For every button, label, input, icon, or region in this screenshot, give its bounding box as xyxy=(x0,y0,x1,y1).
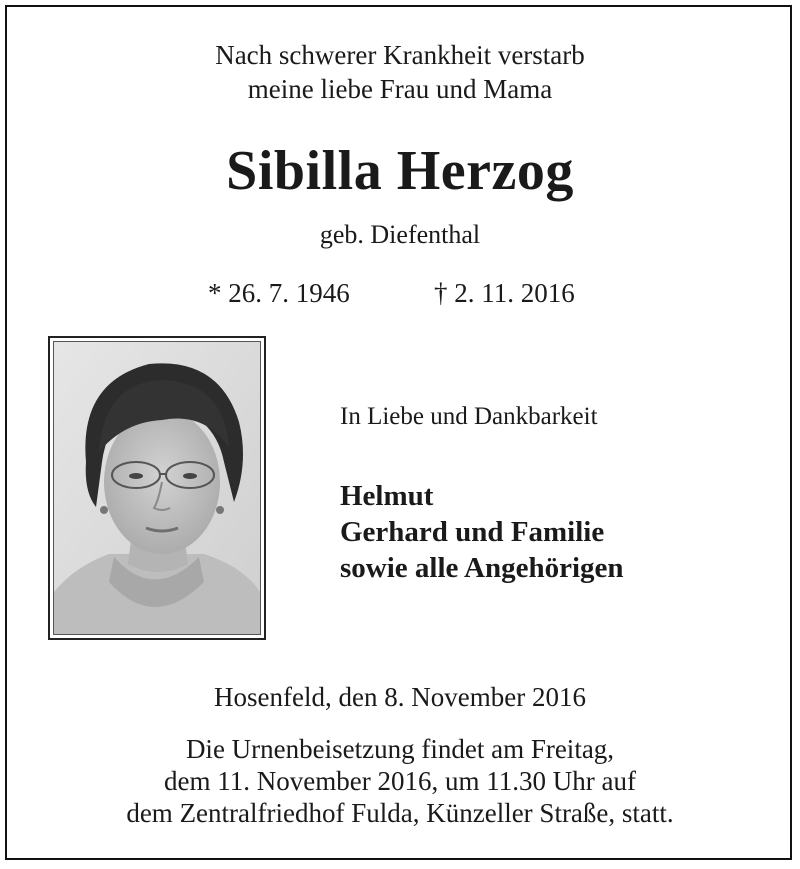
maiden-name: geb. Diefenthal xyxy=(319,220,481,249)
thanks-line: In Liebe und Dankbarkeit xyxy=(340,403,598,430)
intro-line-1: Nach schwerer Krankheit verstarb xyxy=(215,40,585,70)
place-date: Hosenfeld, den 8. November 2016 xyxy=(214,682,586,712)
birth-date: * 26. 7. 1946 xyxy=(208,278,350,308)
deceased-name: Sibilla Herzog xyxy=(226,140,574,202)
portrait-illustration xyxy=(54,342,260,634)
intro-text xyxy=(0,38,800,106)
portrait-image xyxy=(53,341,261,635)
mourner-line-3: sowie alle Angehörigen xyxy=(340,552,624,584)
portrait-photo xyxy=(48,336,266,640)
mourner-line-2: Gerhard und Familie xyxy=(340,516,605,548)
burial-line-1: Die Urnenbeisetzung findet am Freitag, xyxy=(185,734,615,764)
burial-line-3: dem Zentralfriedhof Fulda, Künzeller Straße, statt. xyxy=(126,798,674,828)
life-dates xyxy=(0,276,800,310)
burial-info xyxy=(0,733,800,829)
mourner-line-1: Helmut xyxy=(340,480,434,512)
intro-line-2: meine liebe Frau und Mama xyxy=(247,74,553,104)
death-date: † 2. 11. 2016 xyxy=(434,278,575,308)
burial-line-2: dem 11. November 2016, um 11.30 Uhr auf xyxy=(164,766,636,796)
mourners-list xyxy=(340,478,624,586)
